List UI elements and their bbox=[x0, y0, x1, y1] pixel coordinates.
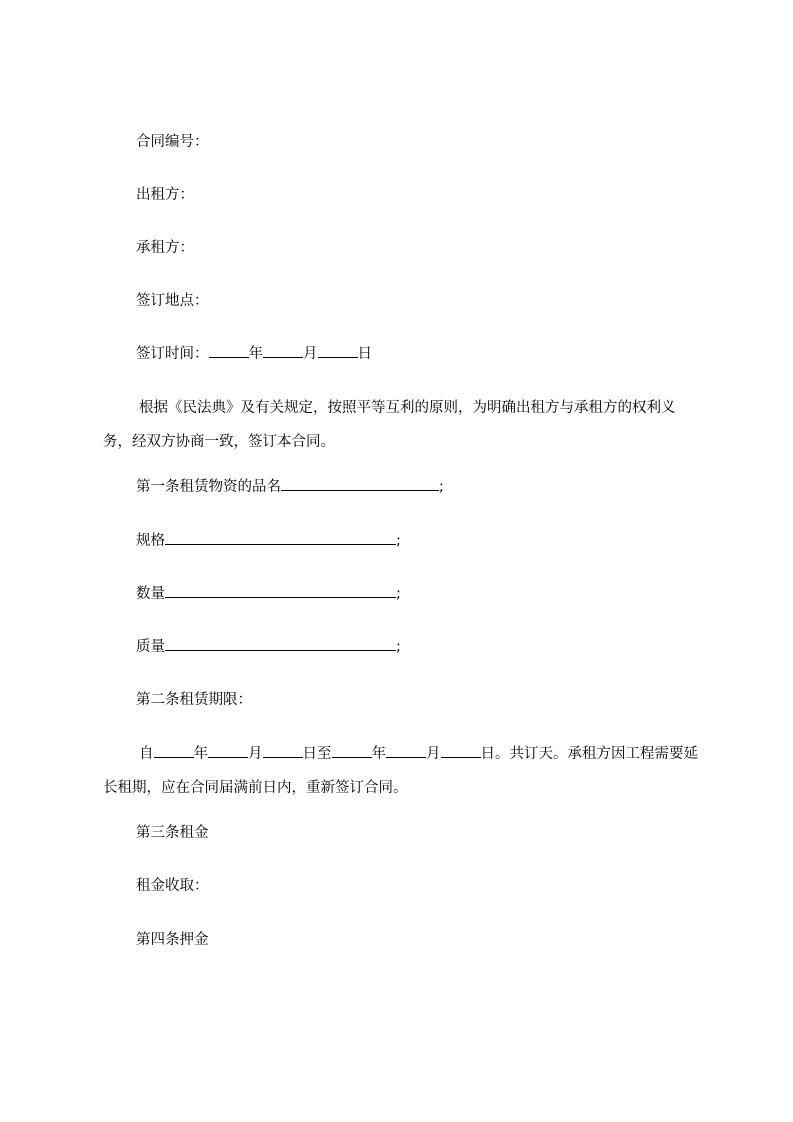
spec-line bbox=[136, 530, 401, 552]
month-label: 月 bbox=[248, 746, 263, 762]
lessor-line bbox=[136, 184, 194, 206]
year-label: 年 bbox=[371, 746, 386, 762]
blank-field bbox=[263, 343, 303, 358]
article-3-line bbox=[136, 822, 209, 844]
spec-label: 规格 bbox=[136, 533, 165, 549]
intro-paragraph: 根据《民法典》及有关规定，按照平等互利的原则，为明确出租方与承租方的权利义务，经双方协商一致，签订本合同。 bbox=[103, 400, 676, 450]
contract-number bbox=[136, 131, 209, 153]
semicolon: ; bbox=[396, 533, 401, 549]
year-label: 年 bbox=[193, 746, 208, 762]
signing-time-label: 签订时间： bbox=[136, 346, 209, 362]
quantity-label: 数量 bbox=[136, 586, 165, 602]
article-3-label: 第三条租金 bbox=[136, 825, 209, 841]
article-4-line bbox=[136, 929, 209, 951]
blank-field bbox=[263, 743, 303, 758]
rent-collection-line bbox=[136, 875, 209, 897]
lessor-label: 出租方： bbox=[136, 187, 194, 203]
article-1-line bbox=[136, 476, 444, 498]
semicolon: ; bbox=[439, 479, 444, 495]
blank-field bbox=[386, 743, 426, 758]
blank-field bbox=[165, 583, 396, 598]
lessee-line bbox=[136, 237, 194, 259]
period-to: 日至 bbox=[302, 746, 332, 762]
article-2-line bbox=[136, 689, 252, 711]
period-tail: 日。共订天。承租方因工程需要延长租期，应在合同届满前日内，重新签订合同。 bbox=[103, 746, 698, 796]
contract-number-label: 合同编号： bbox=[136, 134, 209, 150]
blank-field bbox=[154, 743, 194, 758]
semicolon: ; bbox=[396, 586, 401, 602]
lessee-label: 承租方： bbox=[136, 240, 194, 256]
blank-field bbox=[165, 636, 396, 651]
quantity-line bbox=[136, 583, 401, 605]
period-from: 自 bbox=[139, 746, 154, 762]
article-4-label: 第四条押金 bbox=[136, 932, 209, 948]
rent-collection-label: 租金收取： bbox=[136, 878, 209, 894]
quality-label: 质量 bbox=[136, 639, 165, 655]
lease-period-paragraph bbox=[103, 737, 703, 805]
month-label: 月 bbox=[426, 746, 441, 762]
semicolon: ; bbox=[396, 639, 401, 655]
blank-field bbox=[281, 476, 439, 491]
blank-field bbox=[332, 743, 372, 758]
blank-field bbox=[318, 343, 358, 358]
article-1-label: 第一条租赁物资的品名 bbox=[136, 479, 281, 495]
blank-field bbox=[208, 743, 248, 758]
blank-field bbox=[165, 530, 396, 545]
signing-place-line bbox=[136, 290, 209, 312]
blank-field bbox=[209, 343, 249, 358]
month-label: 月 bbox=[303, 346, 318, 362]
article-2-label: 第二条租赁期限： bbox=[136, 692, 252, 708]
signing-time-line bbox=[136, 343, 372, 365]
blank-field bbox=[441, 743, 481, 758]
year-label: 年 bbox=[248, 346, 263, 362]
signing-place-label: 签订地点： bbox=[136, 293, 209, 309]
day-label: 日 bbox=[357, 346, 372, 362]
quality-line bbox=[136, 636, 401, 658]
